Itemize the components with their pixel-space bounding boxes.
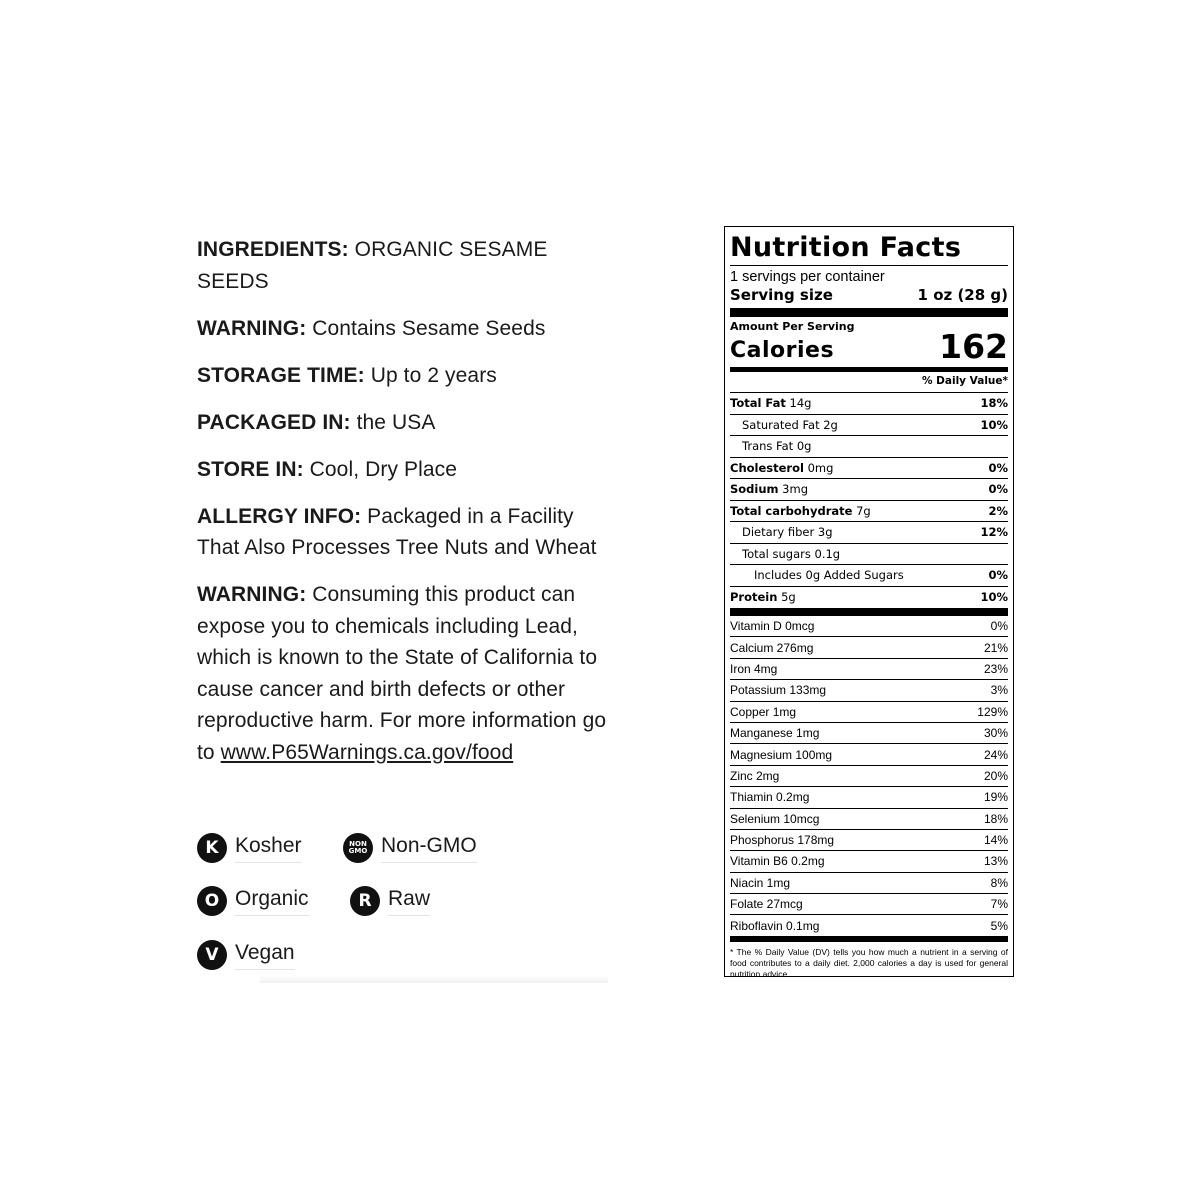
nutrient-daily-value: 2%: [988, 503, 1008, 518]
nutrient-amount: 5g: [777, 590, 796, 605]
vitamin-row: [730, 851, 1008, 872]
prop65-link[interactable]: www.P65Warnings.ca.gov/food: [220, 740, 514, 764]
nutrient-amount: Saturated Fat 2g: [742, 417, 838, 432]
serving-size-row: [730, 286, 1008, 304]
nutrient-daily-value: 12%: [980, 525, 1008, 540]
badge-kosher: [197, 833, 302, 863]
non-gmo-icon: [343, 833, 373, 863]
vitamin-row: [730, 787, 1008, 808]
vitamin-row: [730, 702, 1008, 723]
vitamin-row: [730, 616, 1008, 637]
vitamin-row: [730, 873, 1008, 894]
allergy-label: ALLERGY INFO:: [197, 504, 362, 528]
nutrient-row: [730, 436, 1008, 458]
vitamin-daily-value: 30%: [983, 726, 1008, 741]
nutrient-amount: 7g: [852, 503, 871, 518]
vitamin-daily-value: 7%: [990, 897, 1008, 912]
raw-icon: R: [350, 886, 380, 916]
badge-non-gmo: [343, 833, 477, 863]
calories-row: [730, 327, 1008, 366]
nutrient-label: Total Fat: [730, 396, 786, 411]
vitamin-name: Folate 27mcg: [730, 897, 803, 912]
prop65-warning: [197, 579, 607, 768]
nutrient-amount: Trans Fat 0g: [742, 439, 812, 454]
vitamin-name: Zinc 2mg: [730, 768, 780, 783]
storage-time-label: STORAGE TIME:: [197, 363, 365, 387]
nutrient-row: [730, 458, 1008, 480]
nutrient-daily-value: 0%: [988, 568, 1008, 583]
divider: [730, 367, 1008, 372]
badge-vegan: [197, 940, 295, 970]
organic-icon: O: [197, 886, 227, 916]
nutrition-facts-panel: [724, 226, 1014, 977]
vitamin-name: Iron 4mg: [730, 661, 778, 676]
nutrient-row: [730, 479, 1008, 501]
vitamin-name: Selenium 10mcg: [730, 811, 820, 826]
nutrient-name: [730, 482, 808, 496]
vitamin-name: Riboflavin 0.1mg: [730, 918, 820, 933]
nutrient-amount: 0mg: [803, 460, 834, 475]
divider: [730, 308, 1008, 317]
nutrient-label: Sodium: [730, 482, 779, 497]
sesame-warning: [197, 313, 607, 345]
vitamin-row: [730, 637, 1008, 658]
nutrient-amount: Total sugars 0.1g: [742, 546, 841, 561]
nutrient-name: [730, 396, 811, 410]
serving-size-label: Serving size: [730, 286, 833, 304]
non-gmo-icon-top: NON: [349, 840, 367, 848]
vegan-icon: V: [197, 940, 227, 970]
nutrient-row: [730, 522, 1008, 544]
vitamin-name: Vitamin D 0mcg: [730, 619, 815, 634]
servings-per-container: 1 servings per container: [730, 269, 885, 285]
vitamin-row: [730, 766, 1008, 787]
calories-label: Calories: [730, 338, 835, 363]
vitamin-name: Vitamin B6 0.2mg: [730, 854, 825, 869]
vitamin-daily-value: 5%: [990, 918, 1008, 933]
vitamin-daily-value: 21%: [983, 640, 1008, 655]
vitamin-daily-value: 8%: [990, 875, 1008, 890]
nutrient-name: [730, 461, 833, 475]
nutrient-name: [730, 547, 840, 561]
nutrient-daily-value: 0%: [988, 460, 1008, 475]
divider: [260, 975, 608, 983]
nutrient-daily-value: 10%: [980, 590, 1008, 605]
nutrient-row: [730, 544, 1008, 566]
packaged-in-text: the USA: [350, 410, 436, 434]
storage-time-info: [197, 360, 607, 392]
vitamin-row: [730, 659, 1008, 680]
storage-time-text: Up to 2 years: [364, 363, 497, 387]
nutrient-label: Protein: [730, 590, 778, 605]
vitamin-name: Phosphorus 178mg: [730, 833, 835, 848]
vitamin-name: Magnesium 100mg: [730, 747, 833, 762]
vitamin-daily-value: 129%: [977, 704, 1008, 719]
vitamin-name: Copper 1mg: [730, 704, 797, 719]
ingredients-label: INGREDIENTS:: [197, 238, 349, 261]
vitamin-row: [730, 809, 1008, 830]
nutrient-rows: [730, 393, 1008, 608]
daily-value-header: % Daily Value*: [730, 374, 1008, 393]
vitamin-row: [730, 680, 1008, 701]
vitamin-name: Manganese 1mg: [730, 726, 820, 741]
vitamin-name: Niacin 1mg: [730, 875, 791, 890]
nutrient-row: [730, 393, 1008, 415]
non-gmo-icon-bottom: GMO: [348, 847, 368, 855]
vitamin-daily-value: 0%: [990, 619, 1008, 634]
vitamin-daily-value: 3%: [990, 683, 1008, 698]
nutrient-row: [730, 501, 1008, 523]
nutrient-name: [730, 439, 811, 453]
nutrition-title: Nutrition Facts: [730, 232, 962, 263]
kosher-icon: K: [197, 833, 227, 863]
badge-label: Organic: [235, 887, 309, 916]
prop65-label: WARNING:: [197, 583, 307, 606]
allergy-info: [197, 501, 607, 564]
nutrient-row: [730, 415, 1008, 437]
vitamin-daily-value: 18%: [983, 811, 1008, 826]
warning-text: Contains Sesame Seeds: [306, 316, 546, 340]
divider: [730, 937, 1008, 942]
store-in-text: Cool, Dry Place: [303, 457, 458, 481]
vitamin-row: [730, 894, 1008, 915]
ingredients-text: ORGANIC SESAME SEEDS: [197, 238, 548, 293]
vitamin-name: Calcium 276mg: [730, 640, 814, 655]
vitamin-row: [730, 915, 1008, 936]
nutrient-amount: Includes 0g Added Sugars: [754, 568, 904, 583]
vitamin-daily-value: 20%: [983, 768, 1008, 783]
packaged-in-info: [197, 407, 607, 439]
nutrient-row: [730, 587, 1008, 609]
store-in-info: [197, 454, 607, 486]
vitamin-row: [730, 744, 1008, 765]
badge-organic: [197, 886, 309, 916]
badge-label: Vegan: [235, 941, 295, 970]
product-info: [197, 234, 607, 784]
warning-label: WARNING:: [197, 316, 307, 340]
nutrient-name: [730, 418, 838, 432]
vitamin-daily-value: 14%: [983, 833, 1008, 848]
badge-label: Raw: [388, 887, 430, 916]
vitamin-row: [730, 830, 1008, 851]
badge-raw: [350, 886, 430, 916]
ingredients-info: [197, 234, 607, 297]
prop65-text: Consuming this product can expose you to chemicals including Lead, which is known to the State of California to cause cancer and birth defects or other reproductive harm. For more information go to: [197, 583, 607, 764]
nutrient-daily-value: 18%: [980, 396, 1008, 411]
vitamin-name: Thiamin 0.2mg: [730, 790, 810, 805]
badge-label: Non-GMO: [381, 834, 477, 863]
allergy-text: Packaged in a Facility That Also Processes Tree Nuts and Wheat: [197, 504, 597, 559]
badge-label: Kosher: [235, 834, 302, 863]
vitamin-row: [730, 723, 1008, 744]
serving-size-value: 1 oz (28 g): [917, 286, 1008, 304]
nutrient-row: [730, 565, 1008, 587]
nutrient-name: [730, 525, 833, 539]
nutrient-name: [730, 504, 871, 518]
certification-badges: [197, 830, 617, 980]
nutrient-name: [730, 590, 796, 604]
nutrient-daily-value: 0%: [988, 482, 1008, 497]
nutrient-daily-value: 10%: [980, 417, 1008, 432]
packaged-in-label: PACKAGED IN:: [197, 410, 351, 434]
vitamin-daily-value: 13%: [983, 854, 1008, 869]
nutrient-label: Total carbohydrate: [730, 503, 853, 518]
nutrient-name: [730, 568, 904, 582]
calories-value: 162: [939, 327, 1008, 366]
nutrient-amount: Dietary fiber 3g: [742, 525, 833, 540]
amount-per-serving: Amount Per Serving: [730, 320, 855, 333]
nutrient-amount: 3mg: [778, 482, 809, 497]
vitamin-daily-value: 24%: [983, 747, 1008, 762]
vitamin-name: Potassium 133mg: [730, 683, 827, 698]
store-in-label: STORE IN:: [197, 457, 304, 481]
daily-value-footnote: * The % Daily Value (DV) tells you how much a nutrient in a serving of food contributes to a daily diet. 2,000 calories a day is used for general nutrition advice.: [730, 946, 1008, 979]
divider: [730, 608, 1008, 616]
nutrient-label: Cholesterol: [730, 460, 804, 475]
vitamin-rows: [730, 616, 1008, 937]
vitamin-daily-value: 23%: [983, 661, 1008, 676]
vitamin-daily-value: 19%: [983, 790, 1008, 805]
nutrient-amount: 14g: [785, 396, 812, 411]
divider: [730, 265, 1008, 266]
